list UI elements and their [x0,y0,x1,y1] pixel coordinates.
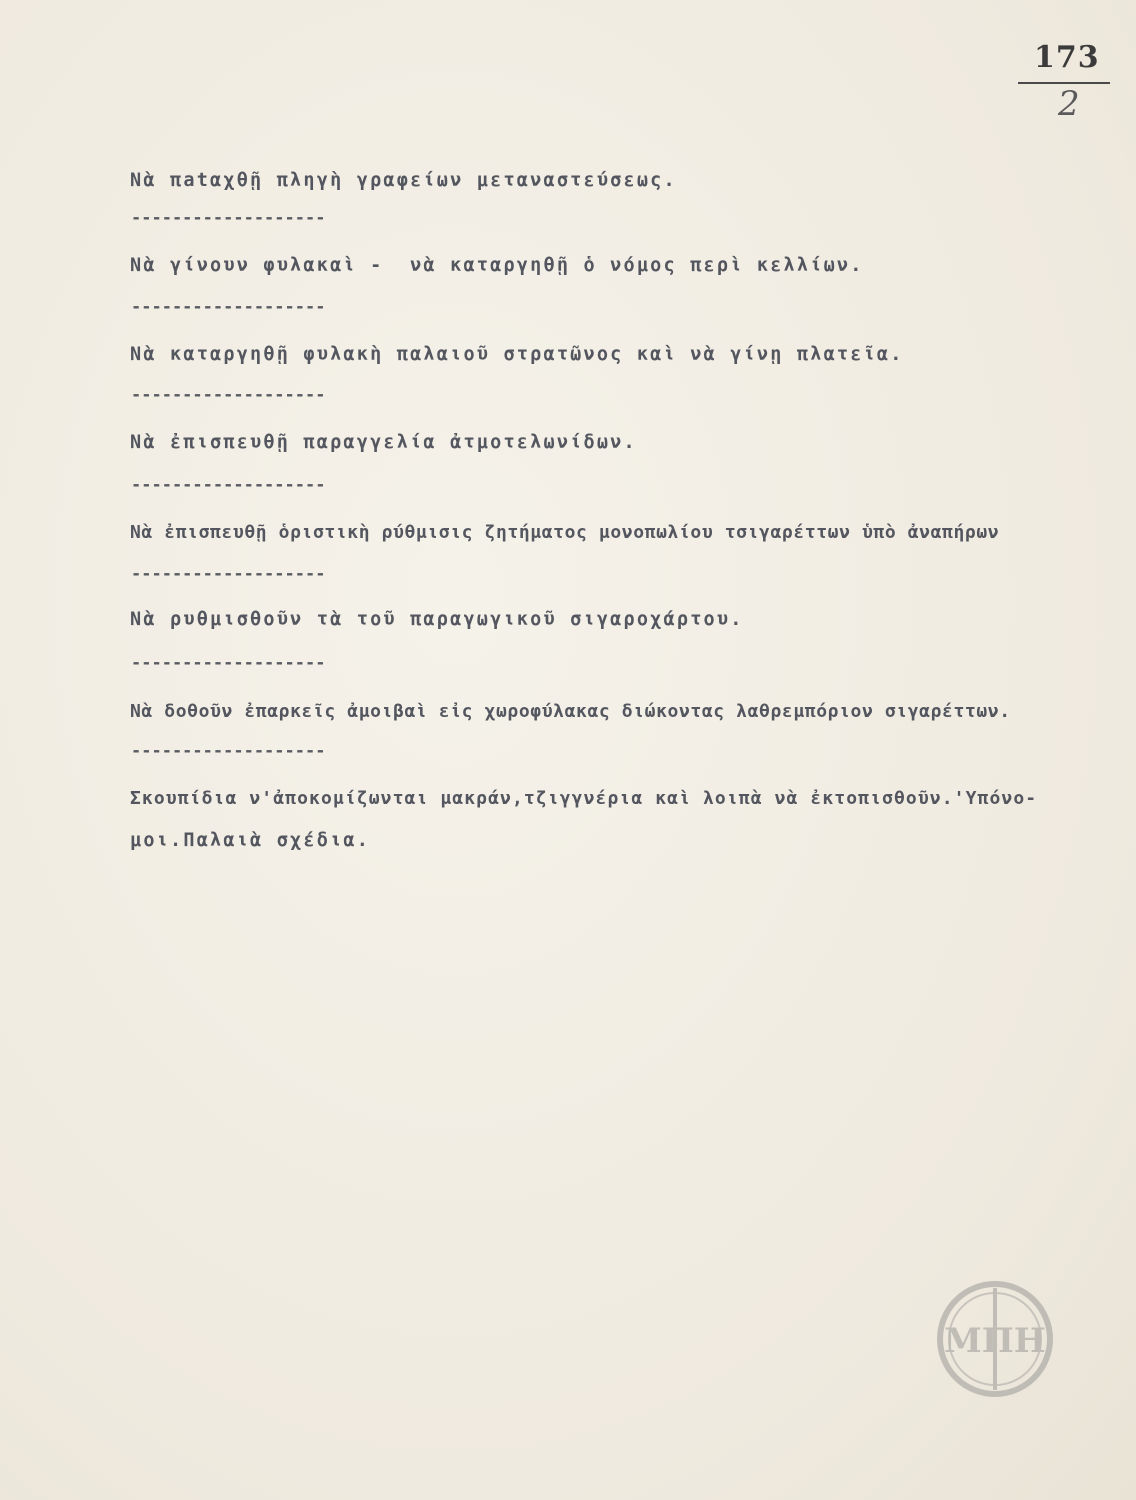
separator-3: ------------------- [131,385,326,405]
item-5: Νὰ ἐπισπευθῇ ὁριστικὴ ρύθμισις ζητήματος μονοπωλίου τσιγαρέττων ὑπὸ ἀναπήρων [130,522,1000,543]
page-subnumber: 2 [1058,84,1080,124]
item-4: Νὰ ἐπισπευθῇ παραγγελία ἀτμοτελωνίδων. [130,432,637,453]
separator-4: ------------------- [131,475,326,495]
item-3: Νὰ καταργηθῇ φυλακὴ παλαιοῦ στρατῶνος καὶ νὰ γίνῃ πλατεῖα. [130,344,904,365]
separator-2: ------------------- [131,297,326,317]
separator-7: ------------------- [131,741,326,761]
archive-seal-stamp [936,1280,1054,1398]
item-8-line-2: μοι.Παλαιὰ σχέδια. [130,830,371,851]
item-8-line-1: Σκουπίδια ν'ἀποκομίζωνται μακράν,τζιγγνέρια καὶ λοιπὰ νὰ ἐκτοπισθοῦν.'Υπόνο- [130,788,1038,809]
item-1: Νὰ πatαχθῇ πληγὴ γραφείων μεταναστεύσεως. [130,170,677,191]
item-7: Νὰ δοθοῦν ἐπαρκεῖς ἀμοιβαὶ εἰς χωροφύλακας διώκοντας λαθρεμπόριον σιγαρέττων. [130,701,1011,722]
page-number: 173 [1034,40,1100,75]
separator-5: ------------------- [131,564,326,584]
seal-monogram: ΜΠΗ [944,1321,1046,1361]
separator-6: ------------------- [131,653,326,673]
item-2: Νὰ γίνουν φυλακαὶ - νὰ καταργηθῇ ὁ νόμος περὶ κελλίων. [130,255,864,276]
separator-1: ------------------- [131,208,326,228]
item-6: Νὰ ρυθμισθοῦν τὰ τοῦ παραγωγικοῦ σιγαροχάρτου. [130,609,744,630]
